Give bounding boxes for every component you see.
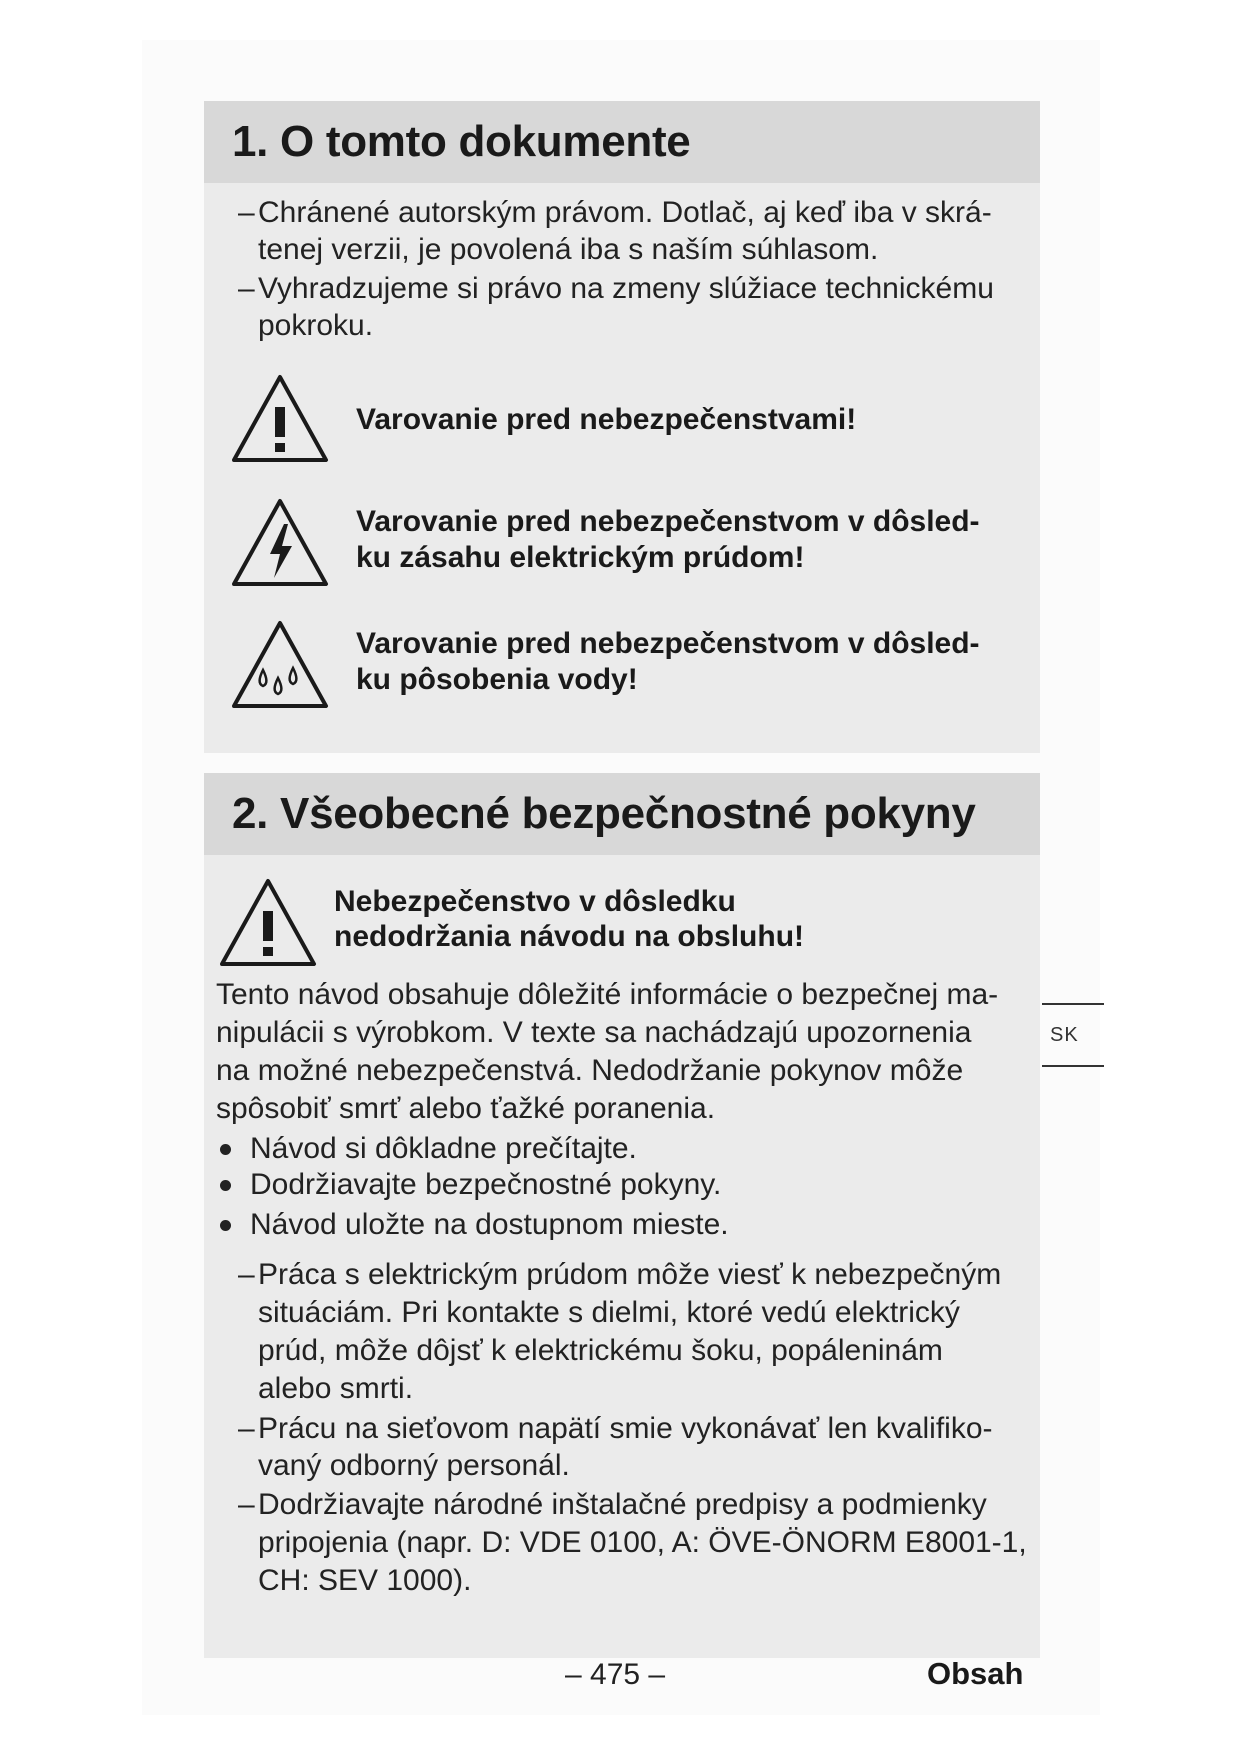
list-item-line: alebo smrti.: [258, 1372, 414, 1405]
list-item-line: tenej verzii, je povolená iba s naším súhlasom.: [258, 233, 879, 266]
page-number: – 475 –: [565, 1658, 666, 1691]
list-item-line: situáciám. Pri kontakte s dielmi, ktoré vedú elektrický: [258, 1296, 960, 1329]
warning-exclamation-icon: [218, 876, 318, 970]
list-item-line: Dodržiavajte národné inštalačné predpisy a podmienky: [258, 1488, 987, 1521]
water-hazard-icon: [230, 618, 330, 712]
section-title: 2. Všeobecné bezpečnostné pokyny: [232, 789, 976, 838]
list-item-line: Chránené autorským právom. Dotlač, aj keď iba v skrá-: [258, 196, 992, 229]
warning-text: Varovanie pred nebezpečenstvom v dôsled- ku zásahu elektrickým prúdom!: [356, 505, 980, 574]
bullet-icon: [220, 1180, 231, 1191]
section-header: [204, 101, 1040, 183]
list-item-line: pripojenia (napr. D: VDE 0100, A: ÖVE-ÖNORM E8001-1,: [258, 1526, 1027, 1559]
bullet-item: Dodržiavajte bezpečnostné pokyny.: [220, 1166, 721, 1203]
language-tab[interactable]: SK: [1042, 1003, 1104, 1067]
warning-text: Varovanie pred nebezpečenstvami!: [356, 403, 857, 436]
bullet-icon: [220, 1144, 231, 1155]
list-item: – Dodržiavajte národné inštalačné predpisy a podmienky pripojenia (napr. D: VDE 0100, A: ÖVE-ÖNORM E8001-1, CH: SEV 1000).: [238, 1486, 1027, 1600]
list-item: – Chránené autorským právom. Dotlač, aj keď iba v skrá- tenej verzii, je povolená iba s naším súhlasom.: [238, 196, 992, 266]
contents-link[interactable]: Obsah: [927, 1656, 1024, 1691]
list-item-line: CH: SEV 1000).: [258, 1564, 472, 1597]
list-item: – Vyhradzujeme si právo na zmeny slúžiace technickému pokroku.: [238, 272, 994, 342]
warning-text: Varovanie pred nebezpečenstvom v dôsled- ku pôsobenia vody!: [356, 627, 980, 696]
warning-text: Nebezpečenstvo v dôsledku nedodržania návodu na obsluhu!: [334, 885, 805, 953]
list-item: – Prácu na sieťovom napätí smie vykonávať len kvalifiko- vaný odborný personál.: [238, 1412, 993, 1482]
bullet-item: Návod si dôkladne prečítajte.: [220, 1130, 637, 1167]
list-item: – Práca s elektrickým prúdom môže viesť k nebezpečným situáciám. Pri kontakte s dielmi, ktoré vedú elektrický prúd, môže dôjsť k elektrickému šoku, popáleninám alebo smrti.: [238, 1256, 1001, 1408]
list-item-line: prúd, môže dôjsť k elektrickému šoku, popáleninám: [258, 1334, 943, 1367]
warning-exclamation-icon: [230, 372, 330, 466]
list-item-line: Prácu na sieťovom napätí smie vykonávať len kvalifiko-: [258, 1412, 993, 1445]
list-item-line: vaný odborný personál.: [258, 1449, 570, 1482]
list-item-line: pokroku.: [258, 309, 374, 342]
bullet-icon: [220, 1220, 231, 1231]
electric-shock-icon: [230, 496, 330, 590]
bullet-item: Návod uložte na dostupnom mieste.: [220, 1206, 729, 1243]
list-item-line: Vyhradzujeme si právo na zmeny slúžiace technickému: [258, 272, 994, 305]
list-item-line: Práca s elektrickým prúdom môže viesť k nebezpečným: [258, 1258, 1002, 1291]
section-header: [204, 773, 1040, 855]
section-title: 1. O tomto dokumente: [232, 117, 691, 166]
intro-paragraph: Tento návod obsahuje dôležité informácie o bezpečnej ma- nipulácii s výrobkom. V texte sa nachádzajú upozornenia na možné nebezpečenstvá. Nedodržanie pokynov môže spôsobiť smrť alebo ťažké poranenia.: [216, 978, 999, 1125]
